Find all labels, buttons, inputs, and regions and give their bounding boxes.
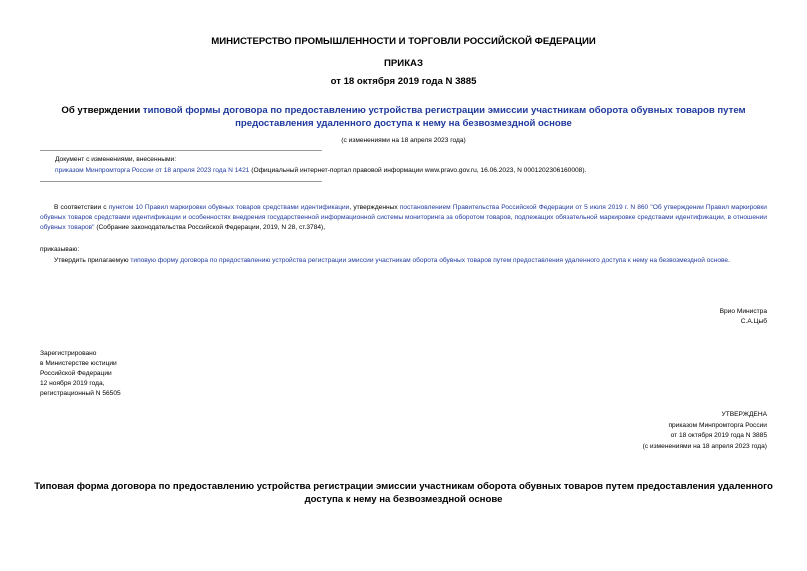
signature-position: Врио Министра bbox=[719, 308, 767, 315]
approved-line: УТВЕРЖДЕНА bbox=[721, 411, 767, 418]
changes-bottom-rule bbox=[40, 181, 322, 182]
preamble-paragraph bbox=[40, 203, 767, 233]
registration-block bbox=[40, 349, 121, 399]
registration-line: Зарегистрировано bbox=[40, 350, 97, 357]
approve-paragraph bbox=[40, 256, 767, 266]
document-date-number: от 18 октября 2019 года N 3885 bbox=[330, 76, 477, 87]
preamble-text-3: (Собрание законодательства Российской Федерации, 2019, N 28, ст.3784), bbox=[94, 224, 326, 231]
signature-name: С.А.Цыб bbox=[740, 318, 767, 325]
changes-top-rule bbox=[40, 150, 322, 151]
approve-text-1: Утвердить прилагаемую bbox=[54, 257, 131, 264]
approved-line: приказом Минпромторга России bbox=[668, 421, 767, 429]
approved-block bbox=[643, 410, 767, 452]
changes-note: (с изменениями на 18 апреля 2023 года) bbox=[341, 137, 466, 144]
ministry-heading: МИНИСТЕРСТВО ПРОМЫШЛЕННОСТИ И ТОРГОВЛИ РОССИЙСКОЙ ФЕДЕРАЦИИ bbox=[211, 36, 596, 47]
title-link[interactable]: типовой формы договора по предоставлению устройства регистрации эмиссии участникам оборота обувных товаров путем предоставления удаленного доступа к нему на безвозмездной основе bbox=[142, 105, 746, 129]
order-word: приказываю: bbox=[40, 246, 80, 253]
document-type: ПРИКАЗ bbox=[384, 58, 423, 69]
rules-point-link[interactable]: пунктом 10 Правил маркировки обувных товаров средствами идентификации bbox=[108, 204, 350, 211]
changes-order-link[interactable]: приказом Минпромторга России от 18 апреля 2023 года N 1421 bbox=[55, 167, 250, 174]
registration-line: в Министерстве юстиции bbox=[40, 360, 117, 367]
registration-line: 12 ноября 2019 года, bbox=[40, 380, 105, 387]
changes-source bbox=[55, 166, 775, 176]
approved-line: от 18 октября 2019 года N 3885 bbox=[670, 432, 767, 439]
approve-form-link[interactable]: типовую форму договора по предоставлению устройства регистрации эмиссии участникам оборота обувных товаров путем предоставления удаленного доступа к нему на безвозмездной основе bbox=[130, 257, 729, 264]
title-prefix: Об утверждении bbox=[61, 105, 143, 116]
preamble-text-2: , утвержденных bbox=[349, 204, 400, 211]
registration-line: Российской Федерации bbox=[40, 370, 112, 377]
changes-source-details: (Официальный интернет-портал правовой информации www.pravo.gov.ru, 16.06.2023, N 0001202306160008). bbox=[249, 167, 587, 174]
changes-label: Документ с изменениями, внесенными: bbox=[55, 156, 177, 163]
signature-block bbox=[720, 307, 767, 327]
approved-line: (с изменениями на 18 апреля 2023 года) bbox=[642, 442, 767, 450]
government-decree-link[interactable]: постановлением Правительства Российской Федерации от 5 июля 2019 г. N 860 "Об утверждении Правил маркировки обувных товаров средствами идентификации и особенностях внедрения государственной информационной системы мониторинга за оборотом товаров, подлежащих обязательной маркировке средствами идентификации, в отношении обувных товаров" bbox=[40, 204, 767, 231]
approve-text-2: . bbox=[728, 257, 730, 264]
preamble-text-1: В соответствии с bbox=[54, 204, 109, 211]
form-title: Типовая форма договора по предоставлению устройства регистрации эмиссии участникам оборота обувных товаров путем предоставления удаленного доступа к нему на безвозмездной основе bbox=[34, 481, 773, 505]
registration-line: регистрационный N 56505 bbox=[40, 390, 121, 397]
document-title bbox=[40, 104, 767, 130]
